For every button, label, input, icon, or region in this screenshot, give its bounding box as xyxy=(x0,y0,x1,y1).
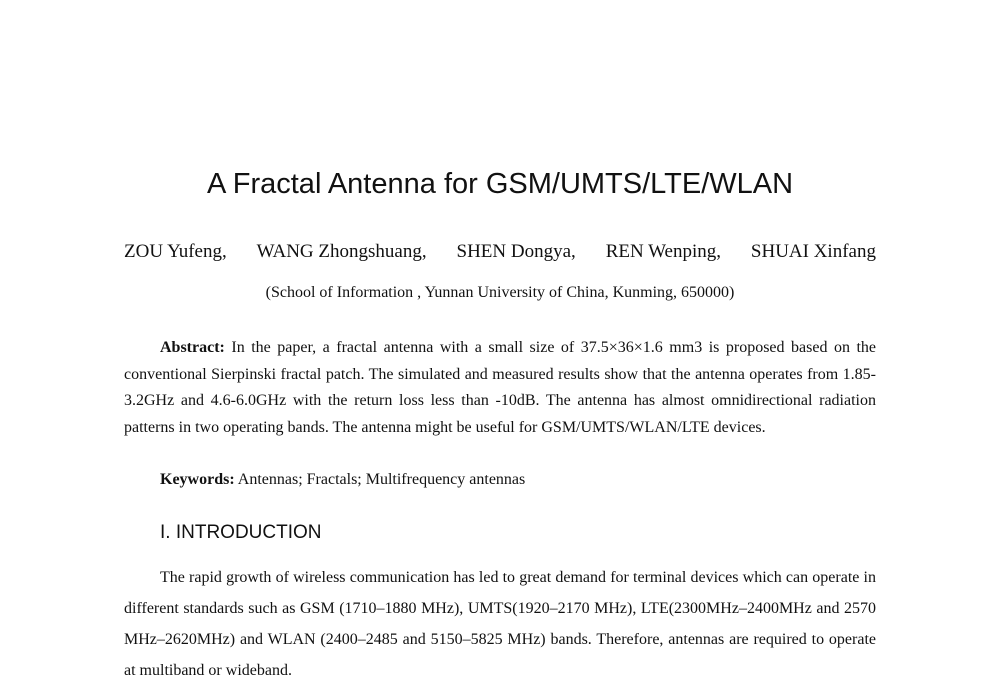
author-list xyxy=(124,240,876,264)
keywords-label: Keywords: xyxy=(160,471,235,488)
author-name: SHUAI Xinfang xyxy=(750,241,876,262)
author-name: ZOU Yufeng, xyxy=(124,241,227,262)
author-name: REN Wenping, xyxy=(605,241,721,262)
intro-text: The rapid growth of wireless communication has led to great demand for terminal devices which can operate in different standards such as GSM (1710–1880 MHz), UMTS(1920–2170 MHz), LTE(2300MHz–2400MHz and 2570 MHz–2620MHz) and WLAN (2400–2485 and 5150–5825 MHz) bands. Therefore, antennas are required to operate at multiband or wideband. xyxy=(124,569,876,679)
author-name: SHEN Dongya, xyxy=(456,241,576,262)
intro-paragraph xyxy=(124,562,876,686)
section-heading: I. INTRODUCTION xyxy=(160,522,322,543)
abstract-label: Abstract: xyxy=(160,339,225,356)
keywords-line xyxy=(124,467,876,493)
keywords-text: Antennas; Fractals; Multifrequency antennas xyxy=(234,471,526,488)
paper-title: A Fractal Antenna for GSM/UMTS/LTE/WLAN xyxy=(206,168,794,200)
abstract-paragraph xyxy=(124,335,876,441)
author-name: WANG Zhongshuang, xyxy=(256,241,427,262)
affiliation: (School of Information , Yunnan University of China, Kunming, 650000) xyxy=(265,284,735,301)
abstract-text: In the paper, a fractal antenna with a small size of 37.5×36×1.6 mm3 is proposed based on the conventional Sierpinski fractal patch. The simulated and measured results show that the antenna operates from 1.85-3.2GHz and 4.6-6.0GHz with the return loss less than -10dB. The antenna has almost omnidirectional radiation patterns in two operating bands. The antenna might be useful for GSM/UMTS/WLAN/LTE devices. xyxy=(124,339,876,436)
